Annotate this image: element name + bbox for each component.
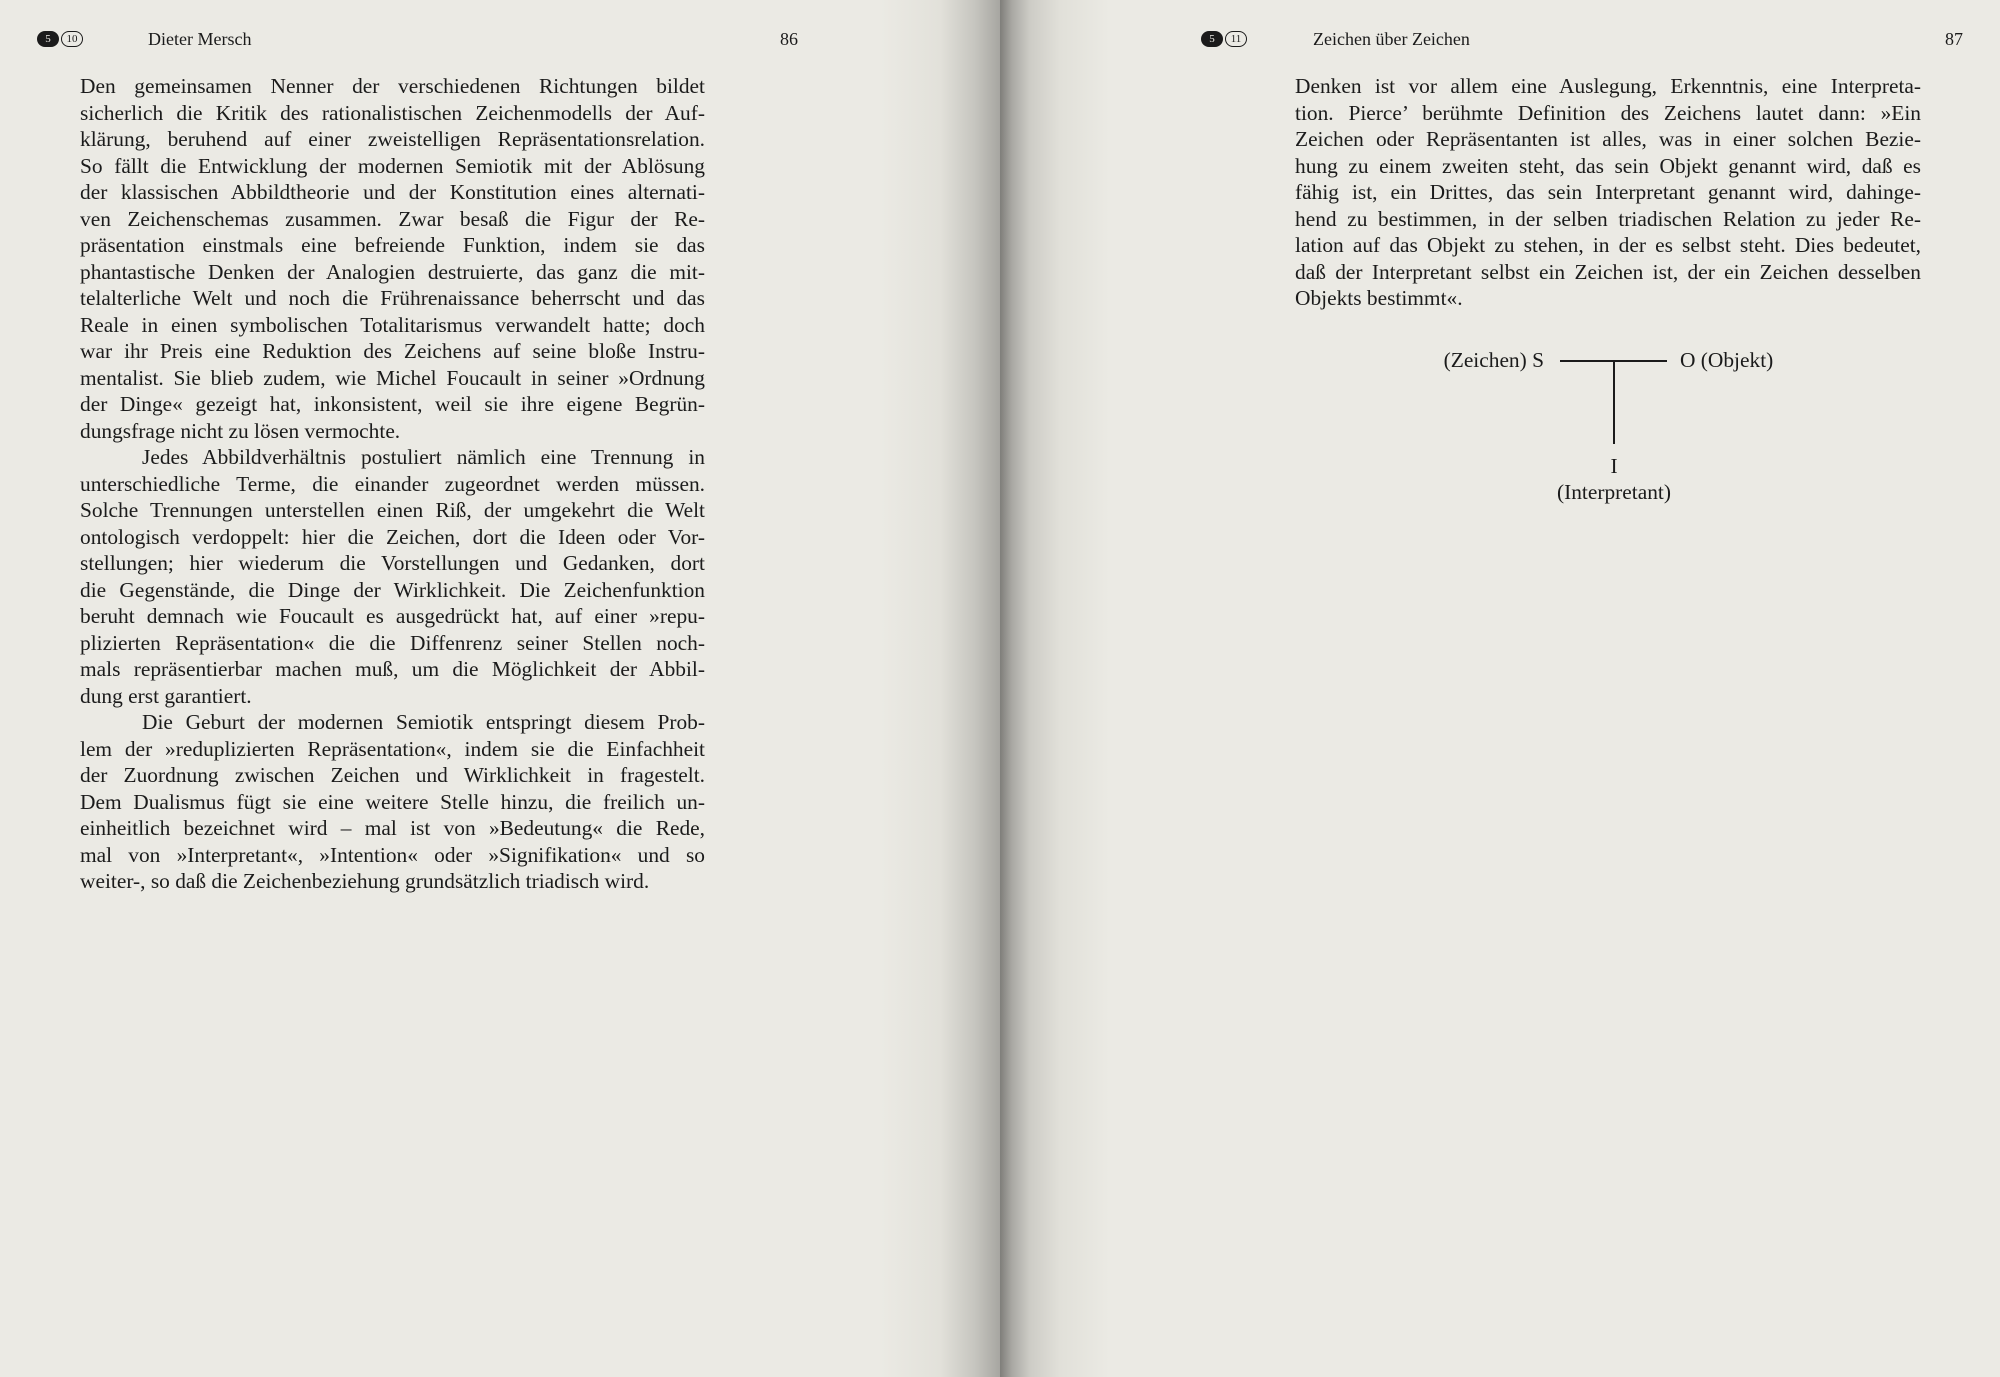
text-line: mentalist. Sie blieb zudem, wie Michel Foucault in seiner »Ordnung	[80, 365, 705, 390]
text-line: Solche Trennungen unterstellen einen Riß, der umgekehrt die Welt	[80, 498, 705, 522]
chapter-badge: 5	[1201, 31, 1223, 47]
text-line: beruht demnach wie Foucault es ausgedrückt hat, auf einer »repu-	[80, 604, 705, 628]
text-line: einheitlich bezeichnet wird – mal ist von »Bedeutung« die Rede,	[80, 816, 705, 840]
text-line: war ihr Preis eine Reduktion des Zeichens auf seine bloße Instru-	[80, 339, 705, 363]
text-line: stellungen; hier wiederum die Vorstellungen und Gedanken, dort	[80, 551, 705, 575]
chapter-badges	[37, 28, 83, 50]
text-line: lation auf das Objekt zu stehen, in der es selbst steht. Dies bedeutet,	[1295, 233, 1921, 257]
text-line: ven Zeichenschemas zusammen. Zwar besaß die Figur der Re-	[80, 206, 705, 231]
text-line: lem der »reduplizierten Repräsentation«, indem sie die Einfachheit	[80, 736, 705, 761]
left-page-header	[0, 28, 1000, 50]
text-line: hend zu bestimmen, in der selben triadischen Relation zu jeder Re-	[1295, 206, 1921, 231]
text-line: Denken ist vor allem eine Auslegung, Erkenntnis, eine Interpreta-	[1295, 74, 1921, 98]
text-line: daß der Interpretant selbst ein Zeichen ist, der ein Zeichen desselben	[1295, 259, 1921, 284]
text-line: weiter-, so daß die Zeichenbeziehung grundsätzlich triadisch wird.	[80, 869, 650, 893]
text-line: Reale in einen symbolischen Totalitarismus verwandelt hatte; doch	[80, 312, 705, 337]
text-line: mal von »Interpretant«, »Intention« oder »Signifikation« und so	[80, 842, 705, 867]
chapter-badges	[1201, 28, 1247, 50]
interpretant-symbol: I	[1610, 454, 1618, 478]
text-line: Die Geburt der modernen Semiotik entspringt diesem Prob-	[142, 710, 705, 734]
object-label: O (Objekt)	[1680, 348, 1774, 372]
text-line: tion. Pierce’ berühmte Definition des Zeichens lautet dann: »Ein	[1295, 100, 1921, 125]
text-line: Zeichen oder Repräsentanten ist alles, was in einer solchen Bezie-	[1295, 127, 1921, 151]
section-badge: 10	[61, 31, 83, 47]
text-line: phantastische Denken der Analogien destruierte, das ganz die mit-	[80, 259, 705, 284]
running-title: Zeichen über Zeichen	[1313, 29, 1470, 49]
interpretant-label: (Interpretant)	[1556, 480, 1671, 504]
text-line: mals repräsentierbar machen muß, um die Möglichkeit der Abbil-	[80, 657, 705, 681]
triadic-sign-diagram	[1400, 340, 1820, 510]
text-line: klärung, beruhend auf einer zweistelligen Repräsentationsrelation.	[80, 127, 705, 151]
paragraph	[80, 444, 705, 709]
text-line: Jedes Abbildverhältnis postuliert nämlich eine Trennung in	[142, 445, 705, 469]
text-line: präsentation einstmals eine befreiende Funktion, indem sie das	[80, 233, 705, 257]
vertical-connector	[1613, 360, 1615, 444]
text-line: die Gegenstände, die Dinge der Wirklichkeit. Die Zeichenfunktion	[80, 577, 705, 602]
text-line: der klassischen Abbildtheorie und der Konstitution eines alternati-	[80, 180, 705, 204]
text-line: sicherlich die Kritik des rationalistischen Zeichenmodells der Auf-	[80, 100, 705, 125]
text-line: dung erst garantiert.	[80, 683, 252, 708]
text-line: plizierten Repräsentation« die die Diffenrenz seiner Stellen noch-	[80, 630, 705, 655]
running-title: Dieter Mersch	[148, 29, 252, 49]
right-body-text	[1295, 73, 1921, 312]
paragraph	[80, 73, 705, 444]
paragraph	[80, 709, 705, 895]
text-line: Den gemeinsamen Nenner der verschiedenen Richtungen bildet	[80, 74, 705, 98]
sign-label: (Zeichen) S	[1443, 348, 1544, 372]
chapter-badge: 5	[37, 31, 59, 47]
right-page-header	[1000, 28, 2000, 50]
paragraph	[1295, 73, 1921, 312]
page-number: 86	[780, 29, 798, 49]
text-line: Dem Dualismus fügt sie eine weitere Stelle hinzu, die freilich un-	[80, 789, 705, 814]
right-page	[1000, 0, 2000, 1377]
text-line: dungsfrage nicht zu lösen vermochte.	[80, 418, 401, 443]
text-line: ontologisch verdoppelt: hier die Zeichen, dort die Ideen oder Vor-	[80, 524, 705, 549]
text-line: der Zuordnung zwischen Zeichen und Wirklichkeit in fragestelt.	[80, 763, 705, 787]
text-line: telalterliche Welt und noch die Frührenaissance beherrscht und das	[80, 286, 705, 310]
left-body-text	[80, 73, 705, 895]
text-line: der Dinge« gezeigt hat, inkonsistent, weil sie ihre eigene Begrün-	[80, 392, 705, 416]
text-line: hung zu einem zweiten steht, das sein Objekt genannt wird, daß es	[1295, 153, 1921, 178]
section-badge: 11	[1225, 31, 1247, 47]
text-line: unterschiedliche Terme, die einander zugeordnet werden müssen.	[80, 471, 705, 496]
page-number: 87	[1945, 29, 1963, 49]
text-line: So fällt die Entwicklung der modernen Semiotik mit der Ablösung	[80, 153, 705, 178]
text-line: fähig ist, ein Drittes, das sein Interpretant genannt wird, dahinge-	[1295, 180, 1921, 204]
text-line: Objekts bestimmt«.	[1295, 286, 1463, 310]
